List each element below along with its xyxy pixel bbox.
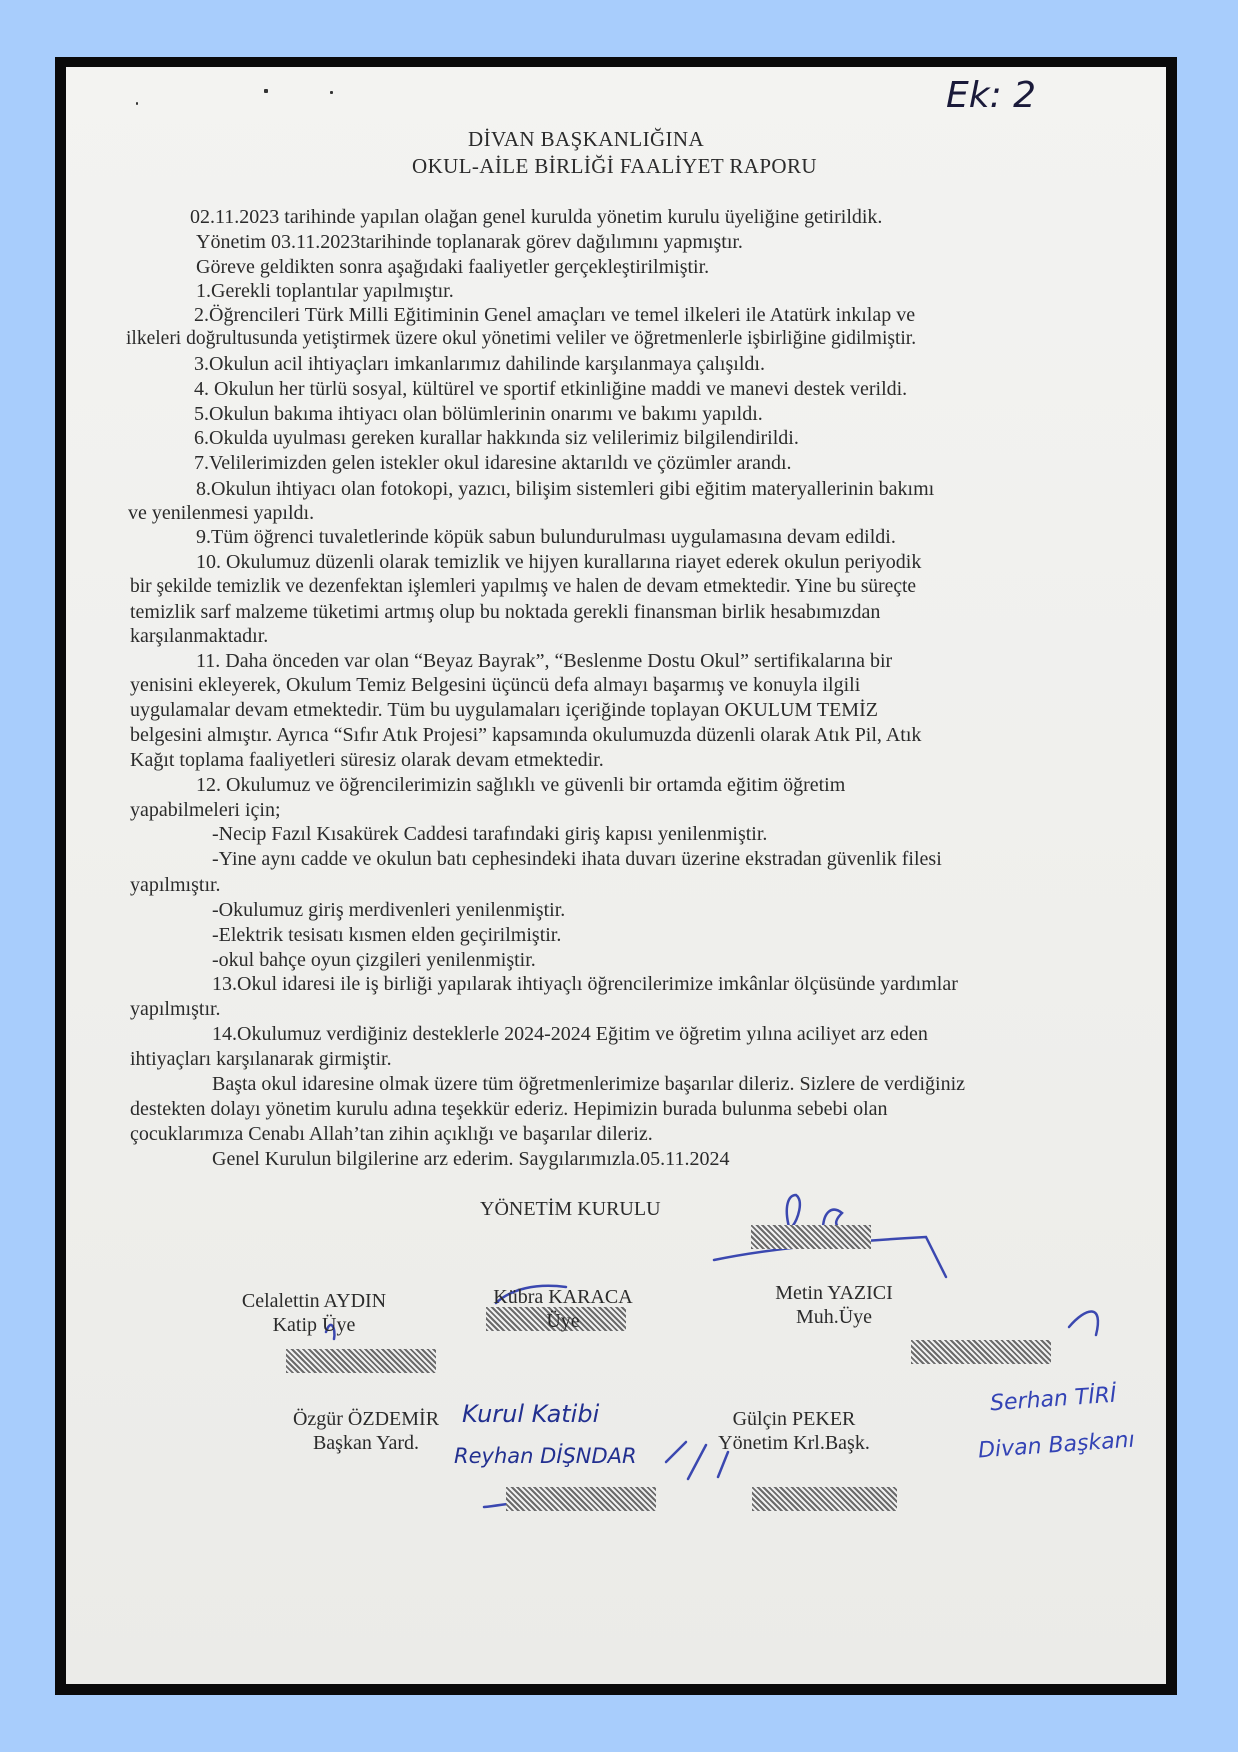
body-line: 4. Okulun her türlü sosyal, kültürel ve sportif etkinliğine maddi ve manevi destek verildi. [194,378,908,400]
handwritten-clerk-title: Kurul Katibi [462,1400,600,1428]
body-line: 13.Okul idaresi ile iş birliği yapılarak ihtiyaçlı öğrencilerimize imkânlar ölçüsünde yardımlar [212,973,958,995]
body-line: 14.Okulumuz verdiğiniz desteklerle 2024-2024 Eğitim ve öğretim yılına aciliyet arz eden [212,1023,928,1045]
body-line: yapılmıştır. [130,874,221,896]
signatory-role: Muh.Üye [795,1306,873,1328]
body-line: yapılmıştır. [130,998,221,1020]
redacted-signature [911,1340,1051,1364]
body-line: 1.Gerekli toplantılar yapılmıştır. [196,280,454,302]
signatory-role: Başkan Yard. [312,1432,420,1454]
document-title-line2: OKUL-AİLE BİRLİĞİ FAALİYET RAPORU [412,154,817,178]
body-line: ilkeleri doğrultusunda yetiştirmek üzere okul yönetimi veliler ve öğretmenlerle işbirliğine gidilmiştir. [126,328,917,349]
signatory-name: Metin YAZICI [775,1282,893,1304]
body-line: 6.Okulda uyulması gereken kurallar hakkında siz velilerimiz bilgilendirildi. [194,427,799,449]
body-line: karşılanmaktadır. [130,625,269,647]
annex-mark: Ek: 2 [946,75,1037,116]
body-line: Yönetim 03.11.2023tarihinde toplanarak görev dağılımını yapmıştır. [196,231,743,253]
signatory-role: Üye [546,1310,580,1332]
handwritten-chair-name: Serhan TİRİ [989,1382,1118,1417]
body-line: 12. Okulumuz ve öğrencilerimizin sağlıklı ve güvenli bir ortamda eğitim öğretim [196,774,846,796]
body-line: yenisini ekleyerek, Okulum Temiz Belgesini üçüncü defa almayı başarmış ve konuyla ilgili [130,674,861,696]
body-line: 02.11.2023 tarihinde yapılan olağan genel kurulda yönetim kurulu üyeliğine getirildik. [190,206,883,228]
body-line: Başta okul idaresine olmak üzere tüm öğretmenlerimize başarılar dileriz. Sizlere de verdiğiniz [212,1073,966,1095]
handwritten-chair-title: Divan Başkanı [977,1427,1136,1464]
body-line: -Yine aynı cadde ve okulun batı cephesindeki ihata duvarı üzerine ekstradan güvenlik filesi [212,848,942,870]
body-line: 2.Öğrencileri Türk Milli Eğitiminin Genel amaçları ve temel ilkeleri ile Atatürk inkılap ve [194,304,916,326]
board-heading: YÖNETİM KURULU [480,1198,661,1220]
body-line: 5.Okulun bakıma ihtiyacı olan bölümlerinin onarımı ve bakımı yapıldı. [194,403,763,425]
redacted-signature [751,1225,871,1249]
body-line: -Okulumuz giriş merdivenleri yenilenmiştir. [212,899,566,921]
body-line: 9.Tüm öğrenci tuvaletlerinde köpük sabun bulundurulması uygulamasına devam edildi. [196,526,896,548]
body-line: Göreve geldikten sonra aşağıdaki faaliyetler gerçekleştirilmiştir. [196,256,710,278]
body-line: Genel Kurulun bilgilerine arz ederim. Saygılarımızla.05.11.2024 [212,1148,730,1170]
body-line: 10. Okulumuz düzenli olarak temizlik ve hijyen kurallarına riayet ederek okulun periyodik [196,551,922,573]
signatory-name: Kübra KARACA [493,1286,633,1308]
body-line: destekten dolayı yönetim kurulu adına teşekkür ederiz. Hepimizin burada bulunma sebebi olan [130,1098,888,1120]
redacted-signature [752,1487,897,1511]
body-line: yapabilmeleri için; [130,799,281,821]
body-line: belgesini almıştır. Ayrıca “Sıfır Atık Projesi” kapsamında okulumuzda düzenli olarak Atık Pil, Atık [130,724,922,746]
document-title-line1: DİVAN BAŞKANLIĞINA [468,127,705,151]
body-line: -Elektrik tesisatı kısmen elden geçirilmiştir. [212,924,562,946]
signatory-name: Celalettin AYDIN [241,1290,387,1312]
handwritten-clerk-name: Reyhan DİŞNDAR [454,1444,637,1468]
signatory-role: Yönetim Krl.Başk. [718,1432,870,1454]
body-line: uygulamalar devam etmektedir. Tüm bu uygulamaları içeriğinde toplayan OKULUM TEMİZ [130,699,878,721]
document-page [66,67,1166,1684]
redacted-signature [286,1349,436,1373]
body-line: -okul bahçe oyun çizgileri yenilenmiştir. [212,949,536,971]
body-line: Kağıt toplama faaliyetleri süresiz olarak devam etmektedir. [130,749,604,771]
signatory-name: Gülçin PEKER [732,1408,856,1430]
body-line: 7.Velilerimizden gelen istekler okul idaresine aktarıldı ve çözümler arandı. [194,452,792,474]
body-line: ve yenilenmesi yapıldı. [128,502,315,524]
redacted-signature [506,1487,656,1511]
body-line: ihtiyaçları karşılanarak girmiştir. [130,1048,392,1070]
signatory-name: Özgür ÖZDEMİR [292,1408,440,1430]
body-line: 11. Daha önceden var olan “Beyaz Bayrak”, “Beslenme Dostu Okul” sertifikalarına bir [196,650,893,672]
body-line: çocuklarımıza Cenabı Allah’tan zihin açıklığı ve başarılar dileriz. [130,1123,653,1145]
signatory-role: Katip Üye [272,1314,356,1336]
body-line: -Necip Fazıl Kısakürek Caddesi tarafındaki giriş kapısı yenilenmiştir. [212,823,768,845]
body-line: temizlik sarf malzeme tüketimi artmış olup bu noktada gerekli finansman birlik hesabımızdan [130,601,881,623]
body-line: 8.Okulun ihtiyacı olan fotokopi, yazıcı, bilişim sistemleri gibi eğitim materyallerinin bakımı [196,478,935,500]
body-line: bir şekilde temizlik ve dezenfektan işlemleri yapılmış ve halen de devam etmektedir. Yine bu süreçte [130,576,917,597]
body-line: 3.Okulun acil ihtiyaçları imkanlarımız dahilinde karşılanmaya çalışıldı. [194,353,765,375]
